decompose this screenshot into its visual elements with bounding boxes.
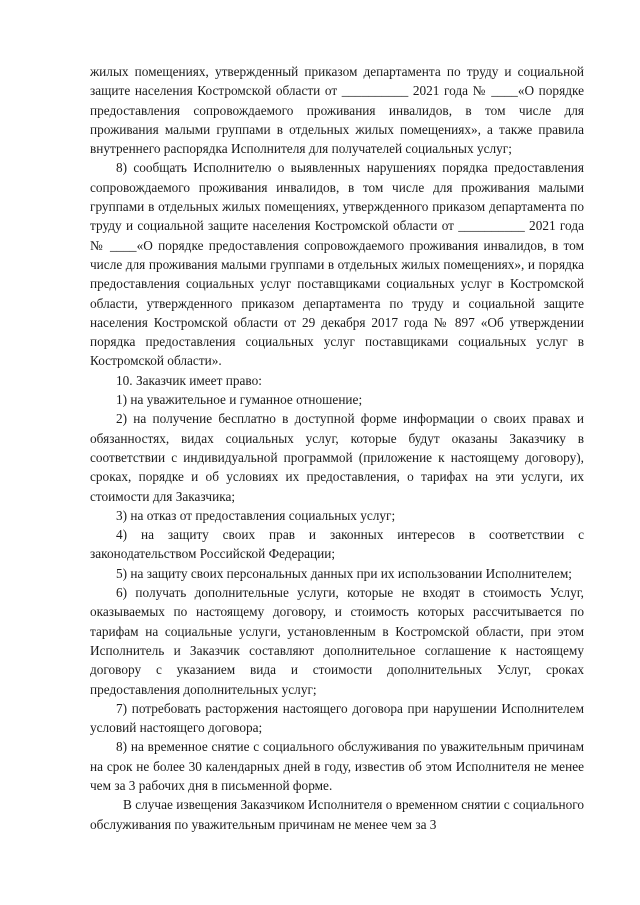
paragraph-section-10-heading: 10. Заказчик имеет право: [116,372,262,388]
paragraph-right-6: 6) получать дополнительные услуги, которые не входят в стоимость Услуг, оказываемых по настоящему договору, и стоимость которых рассчитывается по тарифам на социальные услуги, установленным в Костромской области, при этом Исполнитель и Заказчик составляют дополнительное соглашение к настоящему договору с указанием вида и стоимости дополнительных Услуг, сроках предоставления дополнительных услуг; [90,585,584,697]
paragraph-right-7: 7) потребовать расторжения настоящего договора при нарушении Исполнителем условий настоящего договора; [90,700,584,736]
paragraph-item-8-inform: 8) сообщать Исполнителю о выявленных нарушениях порядка предоставления сопровождаемого проживания инвалидов, в том числе для проживания малыми группами в отдельных жилых помещениях, утвержденного приказом департамента по труду и социальной защите населения Костромской области от __________ 2021 года № ____«О порядке предоставления сопровождаемого проживания инвалидов, в том числе для проживания малыми группами в отдельных жилых помещениях», и порядка предоставления социальных услуг поставщиками социальных услуг в Костромской области, утвержденного приказом департамента по труду и социальной защите населения Костромской области от 29 декабря 2017 года № 897 «Об утверждении порядка предоставления социальных услуг поставщиками социальных услуг в Костромской области». [90,160,584,369]
paragraph-right-5: 5) на защиту своих персональных данных при их использовании Исполнителем; [116,565,572,581]
paragraph-right-4: 4) на защиту своих прав и законных интересов в соответствии с законодательством Российской Федерации; [90,527,584,562]
document-body [90,62,584,834]
paragraph-right-3: 3) на отказ от предоставления социальных услуг; [116,507,396,523]
paragraph-continuation: жилых помещениях, утвержденный приказом департамента по труду и социальной защите населения Костромской области от __________ 2021 года № ____«О порядке предоставления сопровождаемого проживания инвалидов, в том числе для проживания малыми группами в отдельных жилых помещениях», а также правила внутреннего распорядка Исполнителя для получателей социальных услуг; [90,64,584,157]
paragraph-right-1: 1) на уважительное и гуманное отношение; [116,392,363,408]
paragraph-right-2: 2) на получение бесплатно в доступной форме информации о своих правах и обязанностях, видах социальных услуг, которые будут оказаны Заказчику в соответствии с индивидуальной программой (приложение к настоящему договору), сроках, порядке и об условиях их предоставления, о тарифах на эти услуги, их стоимости для Заказчика; [90,411,584,504]
paragraph-temporary-removal: В случае извещения Заказчиком Исполнителя о временном снятии с социального обслуживания по уважительным причинам не менее чем за 3 [90,797,584,832]
paragraph-right-8: 8) на временное снятие с социального обслуживания по уважительным причинам на срок не более 30 календарных дней в году, известив об этом Исполнителя не менее чем за 3 рабочих дня в письменной форме. [90,739,584,793]
